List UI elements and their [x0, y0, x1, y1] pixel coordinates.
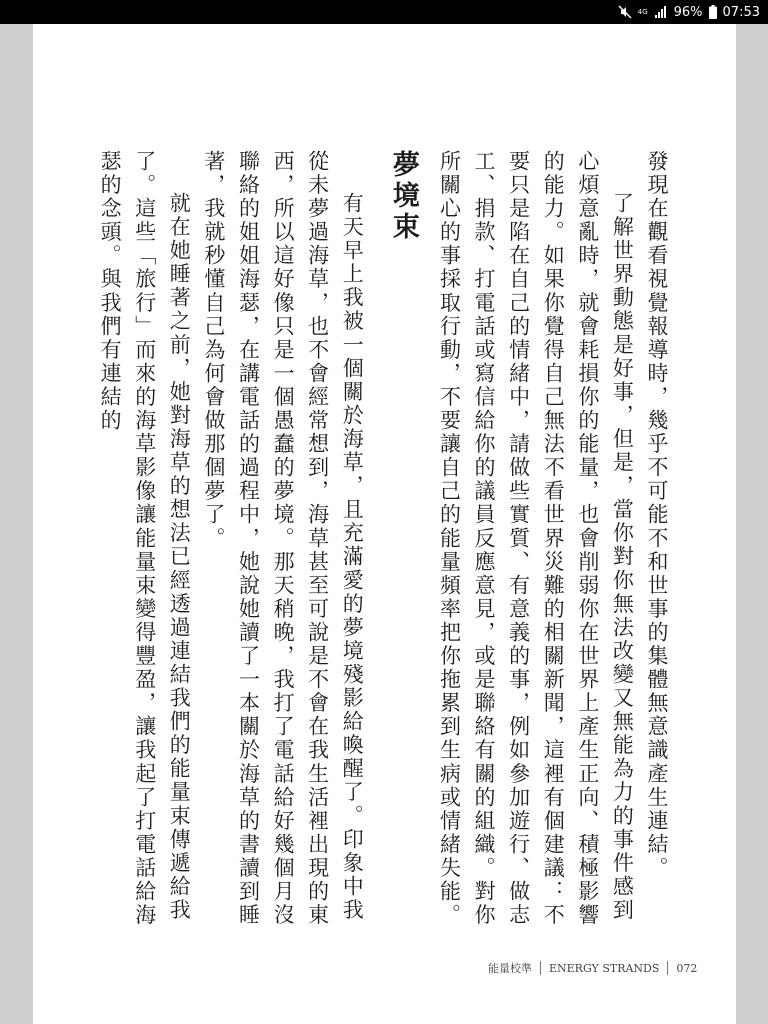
book-page[interactable] — [33, 24, 736, 1024]
vertical-text-column — [98, 150, 674, 940]
battery-percent: 96% — [673, 4, 703, 20]
mute-icon — [618, 5, 632, 19]
paragraph-continuation: 發現在觀看視覺報導時，幾乎不可能不和世事的集體無意識產生連結。 — [645, 150, 669, 881]
paragraph: 就在她睡著之前，她對海草的想法已經透過連結我們的能量束傳遞給我了。這些「旅行」而來的海草影像讓能量束變得豐盈，讓我起了打電話給海瑟的念頭。與我們有連結的 — [98, 150, 192, 928]
footer-divider — [667, 961, 668, 975]
signal-icon — [654, 6, 668, 18]
page-footer — [488, 960, 697, 976]
network-type-label: 4G — [637, 7, 648, 16]
status-bar — [0, 0, 768, 24]
battery-icon — [709, 5, 717, 19]
footer-divider — [540, 961, 541, 975]
paragraph: 了解世界動態是好事，但是，當你對你無法改變又無能為力的事件感到心煩意亂時，就會耗損你的能量，也會削弱你在世界上產生正向、積極影響的能力。如果你覺得自己無法不看世界災難的相關新聞，這裡有個建議：不要只是陷在自己的情緒中，請做些實質、有意義的事，例如參加遊行、做志工、捐款、打電話或寫信給你的議員反應意見，或是聯絡有關的組織。對你所關心的事採取行動，不要讓自己的能量頻率把你拖累到生病或情緒失能。 — [437, 150, 635, 928]
section-heading: 夢境束 — [387, 150, 419, 243]
footer-book-title: 能量校準 — [488, 962, 532, 975]
page-number: 072 — [676, 961, 698, 975]
status-icons — [618, 0, 760, 24]
clock: 07:53 — [722, 4, 760, 20]
paragraph: 有天早上我被一個關於海草，且充滿愛的夢境殘影給喚醒了。印象中我從未夢過海草，也不會經常想到，海草甚至可說是不會在我生活裡出現的東西，所以這好像只是一個愚蠢的夢境。那天稍晚，我打了電話給好幾個月沒聯絡的姐姐海瑟，在講電話的過程中，她說她讀了一本關於海草的書讀到睡著，我就秒懂自己為何會做那個夢了。 — [201, 150, 365, 928]
footer-english-title: ENERGY STRANDS — [549, 961, 660, 975]
